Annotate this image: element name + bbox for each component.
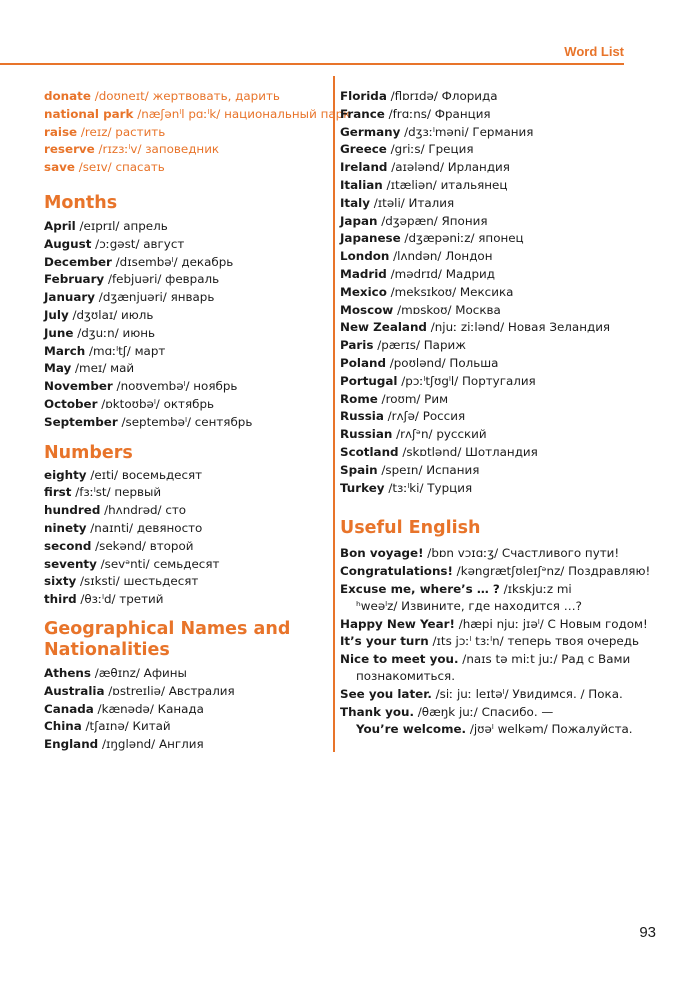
entry-reply — [340, 721, 633, 739]
geo-list-right — [340, 88, 630, 497]
list-item — [340, 426, 630, 444]
entry-word: first — [44, 485, 72, 500]
entry-word: Madrid — [340, 266, 387, 281]
entry-word: Japanese — [340, 231, 401, 246]
entry-word: raise — [44, 124, 78, 139]
entry-definition: /æθɪnz/ Афины — [90, 665, 187, 680]
intro-word-list — [44, 88, 351, 177]
left-column — [44, 88, 351, 754]
list-item — [44, 573, 326, 591]
list-item — [44, 467, 326, 485]
entry-definition: /bɒn vɔɪɑːʒ/ Счастливого пути! — [423, 546, 620, 561]
entry-word: June — [44, 325, 74, 340]
list-item — [340, 704, 630, 722]
entry-word: Paris — [340, 338, 374, 353]
list-item — [340, 284, 630, 302]
entry-word: Florida — [340, 89, 387, 103]
entry-word: Russian — [340, 427, 393, 442]
entry-word: Australia — [44, 683, 105, 698]
list-item — [44, 360, 326, 378]
entry-word: reserve — [44, 142, 95, 157]
entry-word: Canada — [44, 701, 94, 716]
entry-definition: /næʃənˡl pɑːˡk/ национальный парк — [133, 106, 351, 121]
list-item — [44, 591, 326, 609]
entry-word: France — [340, 106, 385, 121]
list-item — [44, 396, 326, 414]
entry-word: September — [44, 414, 118, 429]
list-item — [44, 343, 326, 361]
entry-definition: /ɪkskjuːz mi — [499, 581, 572, 596]
list-item — [340, 355, 630, 373]
list-item — [44, 325, 326, 343]
list-item — [340, 373, 630, 391]
list-item — [340, 408, 630, 426]
list-item — [340, 319, 630, 337]
list-item — [44, 538, 326, 556]
entry-definition: /ɒstreɪliə/ Австралия — [104, 683, 235, 698]
entry-word: Poland — [340, 355, 386, 370]
list-item — [44, 556, 326, 574]
list-item — [340, 337, 630, 355]
entry-word: Congratulations! — [340, 563, 453, 578]
entry-definition: /ɒktoʊbəˡ/ октябрь — [97, 396, 215, 411]
entry-word: Athens — [44, 665, 91, 680]
entry-definition: /reɪz/ растить — [77, 124, 166, 139]
list-item — [340, 266, 630, 284]
entry-word: Spain — [340, 462, 378, 477]
entry-word: ninety — [44, 520, 87, 535]
entry-word: Excuse me, where’s … ? — [340, 581, 500, 596]
entry-word: save — [44, 160, 75, 175]
entry-word: third — [44, 592, 77, 607]
entry-definition: /rʌʃᵊn/ русский — [392, 427, 487, 442]
entry-word: national park — [44, 106, 134, 121]
numbers-list — [44, 467, 326, 609]
list-item — [340, 248, 630, 266]
entry-definition: /eɪti/ восемьдесят — [86, 467, 203, 482]
entry-definition: /ɔːgəst/ август — [91, 236, 185, 251]
entry-definition: /dʒɜːˡməni/ Германия — [400, 124, 534, 139]
list-item — [44, 124, 326, 142]
list-item — [340, 616, 648, 634]
entry-definition: /doʊneɪt/ жертвовать, дарить — [90, 89, 280, 103]
entry-word: New Zealand — [340, 320, 427, 335]
entry-definition: /dʒæpəniːz/ японец — [400, 231, 524, 246]
list-item — [44, 718, 326, 736]
list-item — [44, 378, 326, 396]
entry-definition: /hʌndrəd/ сто — [100, 503, 187, 518]
entry-continuation: ʰweəˡz/ Извините, где находится …? — [356, 599, 582, 614]
entry-definition: /rɪzɜːˡv/ заповедник — [94, 142, 220, 157]
months-list — [44, 218, 326, 432]
entry-definition: /ɪts jɔːˡ tɜːˡn/ теперь твоя очередь — [428, 634, 639, 649]
entry-word: November — [44, 379, 113, 394]
entry-word: eighty — [44, 467, 87, 482]
entry-definition: /hæpi njuː jɪəˡ/ С Новым годом! — [454, 616, 648, 631]
entry-definition: /kænədə/ Канада — [93, 701, 204, 716]
list-item — [340, 302, 630, 320]
entry-definition: /meɪ/ май — [71, 361, 135, 376]
entry-word: April — [44, 218, 76, 233]
list-item — [340, 88, 630, 106]
list-item — [340, 581, 630, 599]
entry-word: Italy — [340, 195, 370, 210]
entry-word: Scotland — [340, 444, 399, 459]
entry-word: England — [44, 737, 99, 752]
list-item — [44, 254, 326, 272]
entry-definition: /dʒəpæn/ Япония — [377, 213, 488, 228]
column-divider — [333, 76, 335, 752]
entry-word: Portugal — [340, 373, 398, 388]
entry-word: Happy New Year! — [340, 616, 455, 631]
entry-definition: /naɪs tə miːt juː/ Рад с Вами — [458, 651, 631, 666]
right-column — [340, 88, 651, 739]
entry-definition: /sɪksti/ шестьдесят — [76, 574, 199, 589]
entry-definition: /naɪnti/ девяносто — [86, 520, 203, 535]
entry-definition: /rʌʃə/ Россия — [383, 409, 466, 424]
list-item — [340, 462, 630, 480]
entry-word: sixty — [44, 574, 77, 589]
header-rule — [0, 63, 624, 65]
entry-word: December — [44, 254, 112, 269]
entry-word: March — [44, 343, 86, 358]
section-title-geographical-names — [44, 619, 326, 661]
entry-word: August — [44, 236, 92, 251]
entry-definition: /ɪŋglənd/ Англия — [98, 737, 204, 752]
entry-definition: /poʊlənd/ Польша — [385, 355, 499, 370]
entry-word: You’re welcome. — [356, 722, 467, 737]
entry-definition: /ɪtəli/ Италия — [369, 195, 455, 210]
entry-definition: /tʃaɪnə/ Китай — [81, 719, 171, 734]
entry-word: Germany — [340, 124, 401, 139]
list-item — [44, 665, 326, 683]
entry-definition: /eɪprɪl/ апрель — [75, 218, 168, 233]
entry-definition: /ɪtæliən/ итальянец — [382, 177, 508, 192]
entry-definition: /seɪv/ спасать — [74, 160, 165, 175]
section-title-numbers: Numbers — [44, 442, 133, 463]
entry-word: hundred — [44, 503, 101, 518]
list-item — [44, 701, 326, 719]
list-item — [44, 484, 326, 502]
list-item — [340, 545, 630, 563]
list-item — [44, 236, 326, 254]
entry-definition: /θæŋk juː/ Спасибо. — — [414, 704, 554, 719]
entry-definition: /mədrɪd/ Мадрид — [386, 266, 495, 281]
entry-definition: /dɪsembəˡ/ декабрь — [111, 254, 234, 269]
entry-word: China — [44, 719, 82, 734]
entry-word: Mexico — [340, 284, 387, 299]
entry-definition: /sevᵊnti/ семьдесят — [96, 556, 220, 571]
entry-word: seventy — [44, 556, 97, 571]
entry-word: Japan — [340, 213, 378, 228]
list-item — [44, 683, 326, 701]
entry-definition: /dʒʊlaɪ/ июль — [68, 307, 154, 322]
entry-word: Turkey — [340, 480, 385, 495]
list-item — [44, 414, 326, 432]
entry-word: Italian — [340, 177, 383, 192]
entry-word: May — [44, 361, 72, 376]
entry-word: See you later. — [340, 687, 432, 702]
entry-word: Moscow — [340, 302, 394, 317]
entry-definition: /speɪn/ Испания — [377, 462, 480, 477]
entry-word: London — [340, 249, 390, 264]
entry-definition: /frɑːns/ Франция — [384, 106, 491, 121]
entry-word: It’s your turn — [340, 634, 429, 649]
section-title-useful-english: Useful English — [340, 518, 481, 539]
list-item — [340, 651, 630, 669]
entry-definition: /siː juː leɪtəˡ/ Увидимся. / Пока. — [431, 687, 623, 702]
entry-definition: /kəngrætʃʊleɪʃᵊnz/ Поздравляю! — [452, 563, 651, 578]
list-item — [44, 159, 326, 177]
list-item — [340, 391, 630, 409]
list-item — [340, 633, 639, 651]
list-item — [340, 563, 651, 581]
entry-word: July — [44, 307, 69, 322]
list-item — [340, 444, 630, 462]
entry-definition: /roʊm/ Рим — [377, 391, 449, 406]
entry-definition: /griːs/ Греция — [386, 142, 474, 157]
list-item — [340, 141, 630, 159]
entry-definition: /mɑːˡtʃ/ март — [85, 343, 166, 358]
list-item — [340, 213, 630, 231]
list-item — [340, 124, 630, 142]
list-item — [340, 686, 630, 704]
list-item — [44, 520, 326, 538]
entry-word: Bon voyage! — [340, 546, 424, 561]
entry-definition: /sekənd/ второй — [91, 538, 194, 553]
running-header-title: Word List — [564, 44, 624, 59]
entry-word: February — [44, 272, 105, 287]
entry-definition: /flɒrɪdə/ Флорида — [386, 89, 498, 103]
entry-word: Greece — [340, 142, 387, 157]
entry-definition: /fɜːˡst/ первый — [71, 485, 162, 500]
entry-definition: /noʊvembəˡ/ ноябрь — [112, 379, 238, 394]
entry-definition: /jʊəˡ welkəm/ Пожалуйста. — [466, 722, 633, 737]
entry-definition: /θɜːˡd/ третий — [76, 592, 164, 607]
entry-continuation: познакомиться. — [356, 669, 455, 684]
entry-definition: /skɒtlənd/ Шотландия — [398, 444, 538, 459]
entry-definition: /pærɪs/ Париж — [373, 338, 466, 353]
entry-word: Russia — [340, 409, 384, 424]
list-item — [44, 502, 326, 520]
entry-definition: /tɜːˡki/ Турция — [384, 480, 473, 495]
list-item — [44, 141, 326, 159]
list-item — [44, 289, 326, 307]
entry-word: October — [44, 396, 98, 411]
page-number: 93 — [639, 924, 656, 941]
geo-list-left — [44, 665, 326, 754]
list-item — [44, 218, 326, 236]
list-item — [340, 230, 630, 248]
entry-definition: /lʌndən/ Лондон — [389, 249, 493, 264]
section-title-months: Months — [44, 192, 118, 213]
entry-definition: /meksɪkoʊ/ Мексика — [386, 284, 514, 299]
list-item — [340, 159, 630, 177]
entry-definition: /febjuəri/ февраль — [104, 272, 220, 287]
entry-definition: /pɔːˡtʃʊgˡl/ Португалия — [397, 373, 536, 388]
list-item — [44, 736, 326, 754]
entry-word: Nice to meet you. — [340, 651, 459, 666]
list-item — [44, 307, 326, 325]
entry-word: Thank you. — [340, 704, 415, 719]
section-title-line: Nationalities — [44, 639, 170, 660]
entry-word: Rome — [340, 391, 378, 406]
entry-word: January — [44, 290, 96, 305]
list-item — [44, 88, 326, 106]
section-title-line: Geographical Names and — [44, 618, 291, 639]
list-item — [340, 177, 630, 195]
entry-definition: /dʒænjuəri/ январь — [95, 290, 215, 305]
entry-word: donate — [44, 89, 91, 103]
entry-definition: /aɪələnd/ Ирландия — [387, 160, 510, 175]
list-item — [44, 271, 326, 289]
entry-definition: /dʒuːn/ июнь — [73, 325, 156, 340]
list-item — [44, 106, 351, 124]
entry-definition: /njuː ziːlənd/ Новая Зеландия — [426, 320, 611, 335]
entry-definition: /mɒskoʊ/ Москва — [393, 302, 501, 317]
entry-word: Ireland — [340, 160, 388, 175]
list-item — [340, 480, 630, 498]
list-item — [340, 106, 630, 124]
useful-english-list — [340, 545, 651, 739]
entry-definition: /septembəˡ/ сентябрь — [117, 414, 253, 429]
entry-word: second — [44, 538, 92, 553]
list-item — [340, 195, 630, 213]
